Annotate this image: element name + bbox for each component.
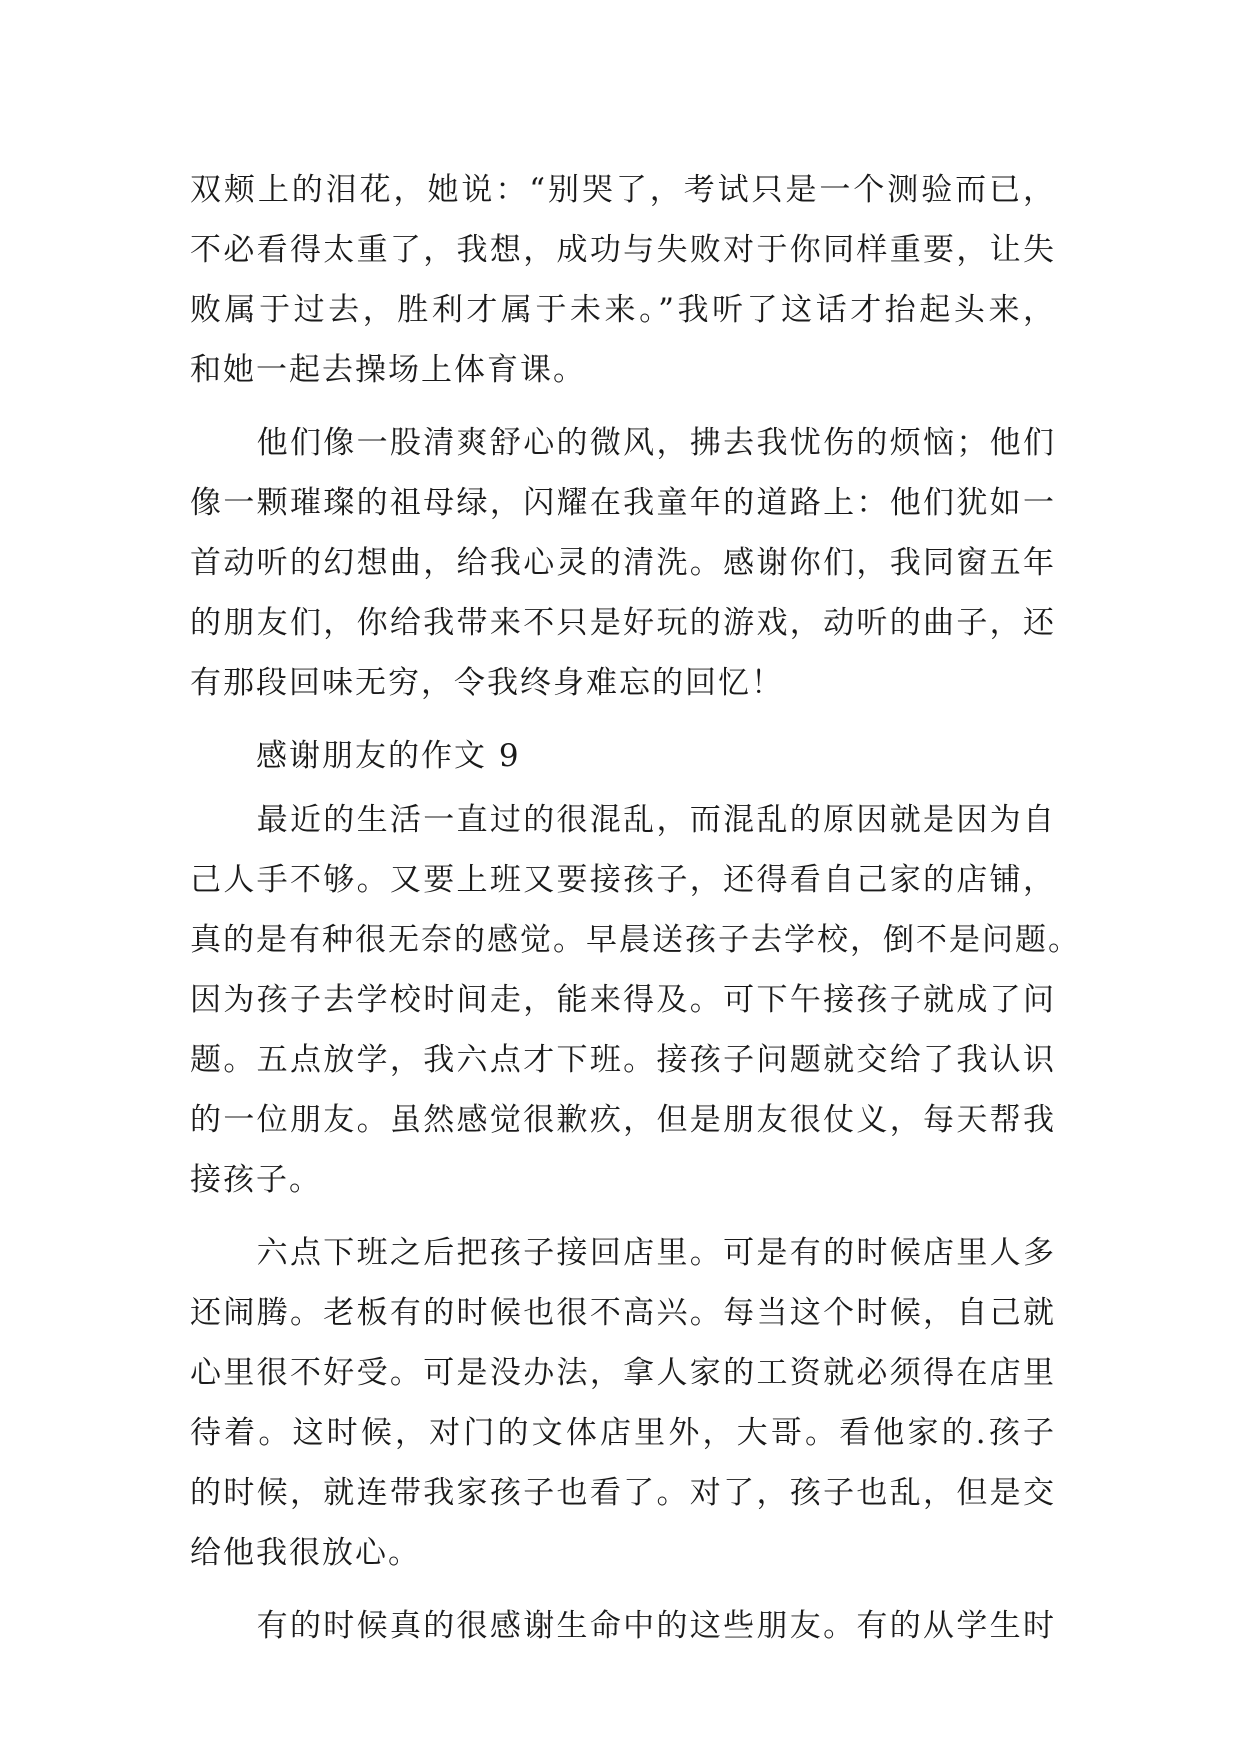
text-line: 他们像一股清爽舒心的微风，拂去我忧伤的烦恼；他们 bbox=[190, 425, 1056, 461]
text-line: 首动听的幻想曲，给我心灵的清洗。感谢你们，我同窗五年 bbox=[190, 545, 1056, 581]
text-line: 的时候，就连带我家孩子也看了。对了，孩子也乱，但是交 bbox=[190, 1475, 1056, 1511]
text-line: 六点下班之后把孩子接回店里。可是有的时候店里人多 bbox=[190, 1235, 1056, 1271]
text-line: 有那段回味无穷，令我终身难忘的回忆！ bbox=[190, 665, 784, 701]
text-line: 因为孩子去学校时间走，能来得及。可下午接孩子就成了问 bbox=[190, 982, 1056, 1018]
text-line: 败属于过去，胜利才属于未来。”我听了这话才抬起头来， bbox=[190, 292, 1056, 328]
section-heading bbox=[190, 726, 1056, 786]
text-line: 题。五点放学，我六点才下班。接孩子问题就交给了我认识 bbox=[190, 1042, 1056, 1078]
text-line: 双颊上的泪花，她说：“别哭了，考试只是一个测验而已， bbox=[190, 172, 1056, 208]
text-line: 真的是有种很无奈的感觉。早晨送孩子去学校，倒不是问题。 bbox=[190, 922, 1081, 958]
paragraph bbox=[190, 413, 1056, 713]
paragraph bbox=[190, 1596, 1056, 1656]
heading-text: 感谢朋友的作文 9 bbox=[190, 738, 521, 774]
text-line: 的一位朋友。虽然感觉很歉疚，但是朋友很仗义，每天帮我 bbox=[190, 1102, 1056, 1138]
text-line: 最近的生活一直过的很混乱，而混乱的原因就是因为自 bbox=[190, 802, 1056, 838]
text-line: 不必看得太重了，我想，成功与失败对于你同样重要，让失 bbox=[190, 232, 1056, 268]
paragraph bbox=[190, 160, 1056, 400]
paragraph bbox=[190, 790, 1081, 1210]
text-line: 待着。这时候，对门的文体店里外，大哥。看他家的.孩子 bbox=[190, 1415, 1056, 1451]
text-line: 给他我很放心。 bbox=[190, 1535, 421, 1571]
text-line: 像一颗璀璨的祖母绿，闪耀在我童年的道路上：他们犹如一 bbox=[190, 485, 1056, 521]
text-line: 心里很不好受。可是没办法，拿人家的工资就必须得在店里 bbox=[190, 1355, 1056, 1391]
text-line: 有的时候真的很感谢生命中的这些朋友。有的从学生时 bbox=[190, 1608, 1056, 1644]
paragraph bbox=[190, 1223, 1056, 1583]
text-line: 和她一起去操场上体育课。 bbox=[190, 352, 586, 388]
text-line: 的朋友们，你给我带来不只是好玩的游戏，动听的曲子，还 bbox=[190, 605, 1056, 641]
document-body bbox=[190, 160, 1081, 1656]
text-line: 己人手不够。又要上班又要接孩子，还得看自己家的店铺， bbox=[190, 862, 1056, 898]
text-line: 接孩子。 bbox=[190, 1162, 322, 1198]
text-line: 还闹腾。老板有的时候也很不高兴。每当这个时候，自己就 bbox=[190, 1295, 1056, 1331]
